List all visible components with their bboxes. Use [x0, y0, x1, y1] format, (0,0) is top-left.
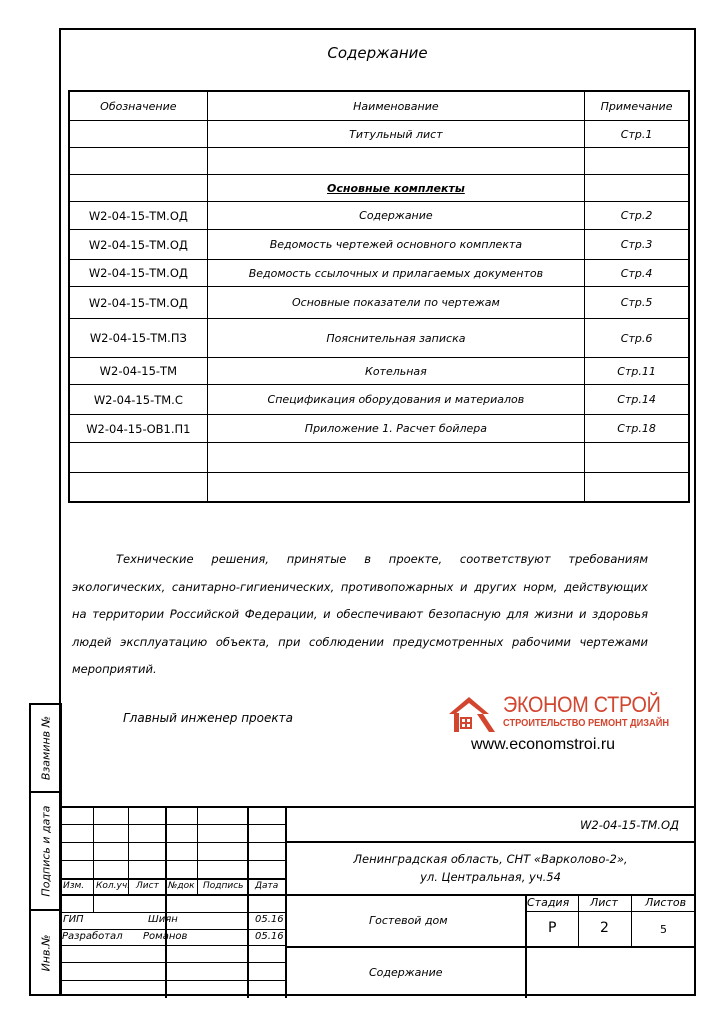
row-name — [207, 473, 584, 502]
stamp-address-line2: ул. Центральная, уч.54 — [420, 870, 561, 884]
row-designation: W2-04-15-ТМ.ОД — [69, 287, 207, 319]
row-name — [207, 148, 584, 175]
sheet-value: 2 — [600, 920, 609, 936]
table-row — [69, 473, 689, 502]
row-note: Стр.4 — [585, 260, 689, 287]
chief-engineer-label: Главный инженер проекта — [123, 711, 293, 725]
row-name — [207, 443, 584, 473]
table-row — [69, 358, 689, 385]
table-row — [69, 230, 689, 260]
row-note: Стр.14 — [585, 385, 689, 415]
stage-label: Стадия — [527, 896, 570, 909]
sheet-title: Содержание — [369, 966, 443, 979]
row-designation: W2-04-15-ТМ.С — [69, 385, 207, 415]
table-row — [69, 415, 689, 443]
header-note: Примечание — [585, 91, 689, 121]
row-designation — [69, 175, 207, 202]
row-name: Котельная — [207, 358, 584, 385]
row-note: Стр.6 — [585, 319, 689, 358]
col-qty: Кол.уч. — [96, 881, 131, 891]
row-name: Основные комплекты — [207, 175, 584, 202]
row-note: Стр.18 — [585, 415, 689, 443]
row-designation: W2-04-15-ТМ.ОД — [69, 202, 207, 230]
table-row — [69, 443, 689, 473]
row-designation — [69, 148, 207, 175]
row-note — [585, 473, 689, 502]
row-designation — [69, 443, 207, 473]
row-note: Стр.1 — [585, 121, 689, 148]
row-designation: W2-04-15-ТМ — [69, 358, 207, 385]
row-name: Ведомость ссылочных и прилагаемых документов — [207, 260, 584, 287]
col-change: Изм. — [63, 881, 85, 891]
contents-table — [68, 90, 690, 503]
col-doc: №док — [168, 881, 195, 891]
table-row — [69, 148, 689, 175]
title-block — [60, 806, 696, 998]
row-note: Стр.11 — [585, 358, 689, 385]
row-designation — [69, 473, 207, 502]
row-name: Ведомость чертежей основного комплекта — [207, 230, 584, 260]
sheets-value: 5 — [660, 923, 667, 936]
row-name: Приложение 1. Расчет бойлера — [207, 415, 584, 443]
table-row — [69, 385, 689, 415]
row-designation: W2-04-15-ТМ.ОД — [69, 260, 207, 287]
row-name: Титульный лист — [207, 121, 584, 148]
row-note — [585, 443, 689, 473]
stage-value: Р — [548, 920, 557, 936]
page-title: Содержание — [327, 44, 428, 62]
dev-name: Романов — [143, 931, 188, 942]
row-name: Спецификация оборудования и материалов — [207, 385, 584, 415]
gip-role: ГИП — [63, 914, 84, 925]
logo-url: www.economstroi.ru — [471, 736, 616, 753]
col-signature: Подпись — [203, 881, 244, 891]
house-logo-icon — [447, 694, 497, 734]
row-note: Стр.5 — [585, 287, 689, 319]
object-name: Гостевой дом — [369, 914, 448, 927]
col-sheet: Лист — [136, 881, 159, 891]
row-name: Пояснительная записка — [207, 319, 584, 358]
table-row — [69, 287, 689, 319]
stamp-address-line1: Ленинградская область, СНТ «Варколово-2», — [353, 852, 628, 866]
row-designation: W2-04-15-ТМ.ПЗ — [69, 319, 207, 358]
table-row — [69, 202, 689, 230]
table-row — [69, 319, 689, 358]
dev-role: Разработал — [62, 931, 123, 942]
row-designation: W2-04-15-ТМ.ОД — [69, 230, 207, 260]
table-row — [69, 121, 689, 148]
side-cell-replacement — [31, 705, 60, 793]
row-designation: W2-04-15-ОВ1.П1 — [69, 415, 207, 443]
side-label-signature: Подпись и дата — [39, 805, 52, 897]
logo-name: ЭКОНОМ СТРОЙ — [503, 692, 661, 717]
company-logo — [447, 692, 677, 762]
side-cell-signature — [31, 793, 60, 911]
compliance-paragraph — [72, 546, 648, 684]
paragraph-text: Технические решения, принятые в проекте, соответствуют требованиям экологических, санитарно-гигиенических, противопожарных и других норм, действующих на территории Российской Федерации, и обеспечивают безопасную для жизни и здоровья людей эксплуатацию объекта, при соблюдении предусмотренных рабочими чертежами мероприятий. — [72, 552, 648, 676]
side-label-inventory: Инв.№ — [39, 934, 52, 971]
header-designation: Обозначение — [69, 91, 207, 121]
side-stamp — [29, 703, 62, 996]
gip-name: Шиян — [148, 914, 178, 925]
row-name: Основные показатели по чертежам — [207, 287, 584, 319]
row-designation — [69, 121, 207, 148]
table-row — [69, 175, 689, 202]
side-cell-inventory — [31, 911, 60, 994]
row-name: Содержание — [207, 202, 584, 230]
row-note — [585, 148, 689, 175]
table-header-row — [69, 91, 689, 121]
table-row — [69, 260, 689, 287]
header-name: Наименование — [207, 91, 584, 121]
row-note: Стр.3 — [585, 230, 689, 260]
side-label-replacement: Взаминв № — [39, 715, 52, 781]
col-date: Дата — [255, 881, 279, 891]
dev-date: 05.16 — [255, 931, 284, 942]
gip-date: 05.16 — [255, 914, 284, 925]
row-note: Стр.2 — [585, 202, 689, 230]
sheet-label: Лист — [590, 896, 618, 909]
stamp-code: W2-04-15-ТМ.ОД — [580, 818, 680, 832]
logo-tagline: СТРОИТЕЛЬСТВО РЕМОНТ ДИЗАЙН — [503, 717, 670, 729]
sheets-label: Листов — [645, 896, 687, 909]
row-note — [585, 175, 689, 202]
